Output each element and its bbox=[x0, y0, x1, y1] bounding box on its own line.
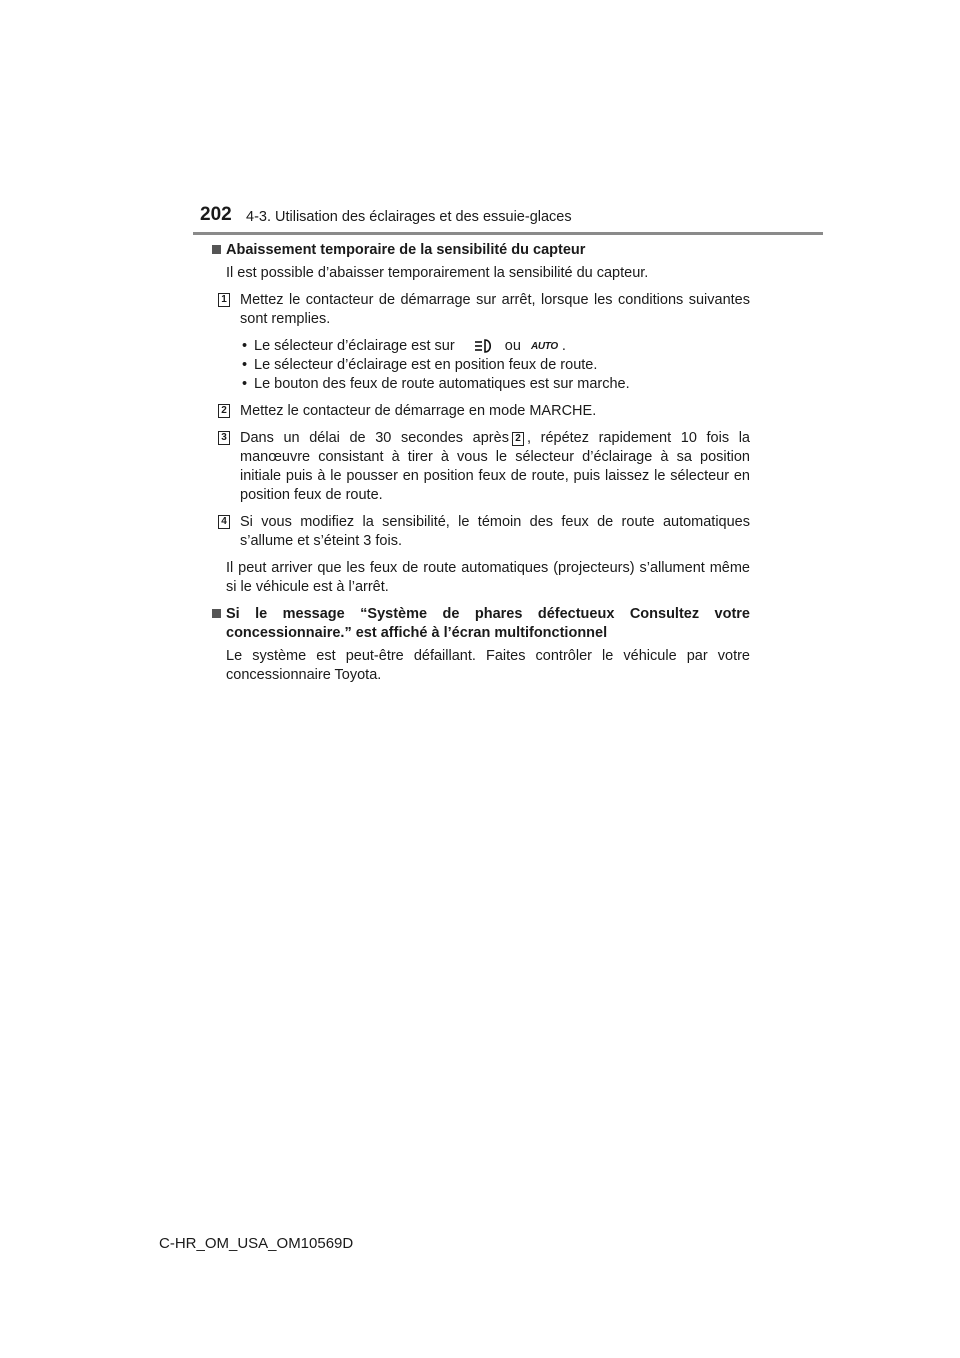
conditions-list bbox=[212, 337, 750, 394]
note-paragraph: Il peut arriver que les feux de route automatiques (projecteurs) s’allument même si le véhicule est à l’arrêt. bbox=[226, 560, 750, 595]
list-item: • Le sélecteur d’éclairage est en position feux de route. bbox=[242, 356, 750, 375]
list-item bbox=[242, 337, 750, 356]
step-text: Mettez le contacteur de démarrage en mode MARCHE. bbox=[240, 403, 597, 419]
step-2 bbox=[212, 402, 750, 421]
step-4 bbox=[212, 513, 750, 551]
step-number-badge: 3 bbox=[218, 431, 230, 445]
condition-or-text: ou bbox=[504, 338, 521, 354]
square-bullet-icon bbox=[212, 609, 221, 618]
page-number: 202 bbox=[200, 204, 232, 225]
step-3 bbox=[212, 429, 750, 505]
section-heading-sensitivity bbox=[212, 241, 750, 260]
auto-icon: AUTO bbox=[530, 341, 558, 352]
step-1 bbox=[212, 291, 750, 329]
header-divider bbox=[193, 232, 823, 235]
high-beam-headlight-icon bbox=[473, 338, 495, 354]
step-reference-badge: 2 bbox=[512, 432, 524, 446]
list-item: • Le bouton des feux de route automatiques est sur marche. bbox=[242, 375, 750, 394]
section-title: 4-3. Utilisation des éclairages et des essuie-glaces bbox=[246, 209, 572, 225]
step-text-continued: , répétez rapidement 10 fois la manœuvre consistant à tirer à vous le sélecteur d’éclairage à sa position initiale puis à le pousser en position feux de route, puis laissez le sélecteur en position feux de route. bbox=[240, 430, 751, 503]
heading-text: Si le message “Système de phares défectueux Consultez votre concessionnaire.” est affiché à l’écran multifonctionnel bbox=[226, 606, 750, 641]
step-text: Si vous modifiez la sensibilité, le témoin des feux de route automatiques s’allume et s’éteint 3 fois. bbox=[240, 514, 750, 549]
condition-suffix: . bbox=[561, 338, 566, 354]
step-number-badge: 2 bbox=[218, 404, 230, 418]
section-heading-malfunction bbox=[212, 605, 750, 643]
step-text: Dans un délai de 30 secondes après bbox=[240, 430, 509, 446]
page-content bbox=[212, 241, 750, 693]
malfunction-paragraph: Le système est peut-être défaillant. Faites contrôler le véhicule par votre concessionnaire Toyota. bbox=[226, 648, 750, 683]
square-bullet-icon bbox=[212, 245, 221, 254]
condition-text: Le sélecteur d’éclairage est sur bbox=[254, 338, 455, 354]
step-number-badge: 1 bbox=[218, 293, 230, 307]
intro-paragraph: Il est possible d’abaisser temporairement la sensibilité du capteur. bbox=[226, 265, 649, 281]
document-code: C-HR_OM_USA_OM10569D bbox=[159, 1235, 354, 1252]
heading-text: Abaissement temporaire de la sensibilité du capteur bbox=[226, 242, 586, 258]
step-number-badge: 4 bbox=[218, 515, 230, 529]
step-text: Mettez le contacteur de démarrage sur arrêt, lorsque les conditions suivantes sont remplies. bbox=[240, 292, 750, 327]
